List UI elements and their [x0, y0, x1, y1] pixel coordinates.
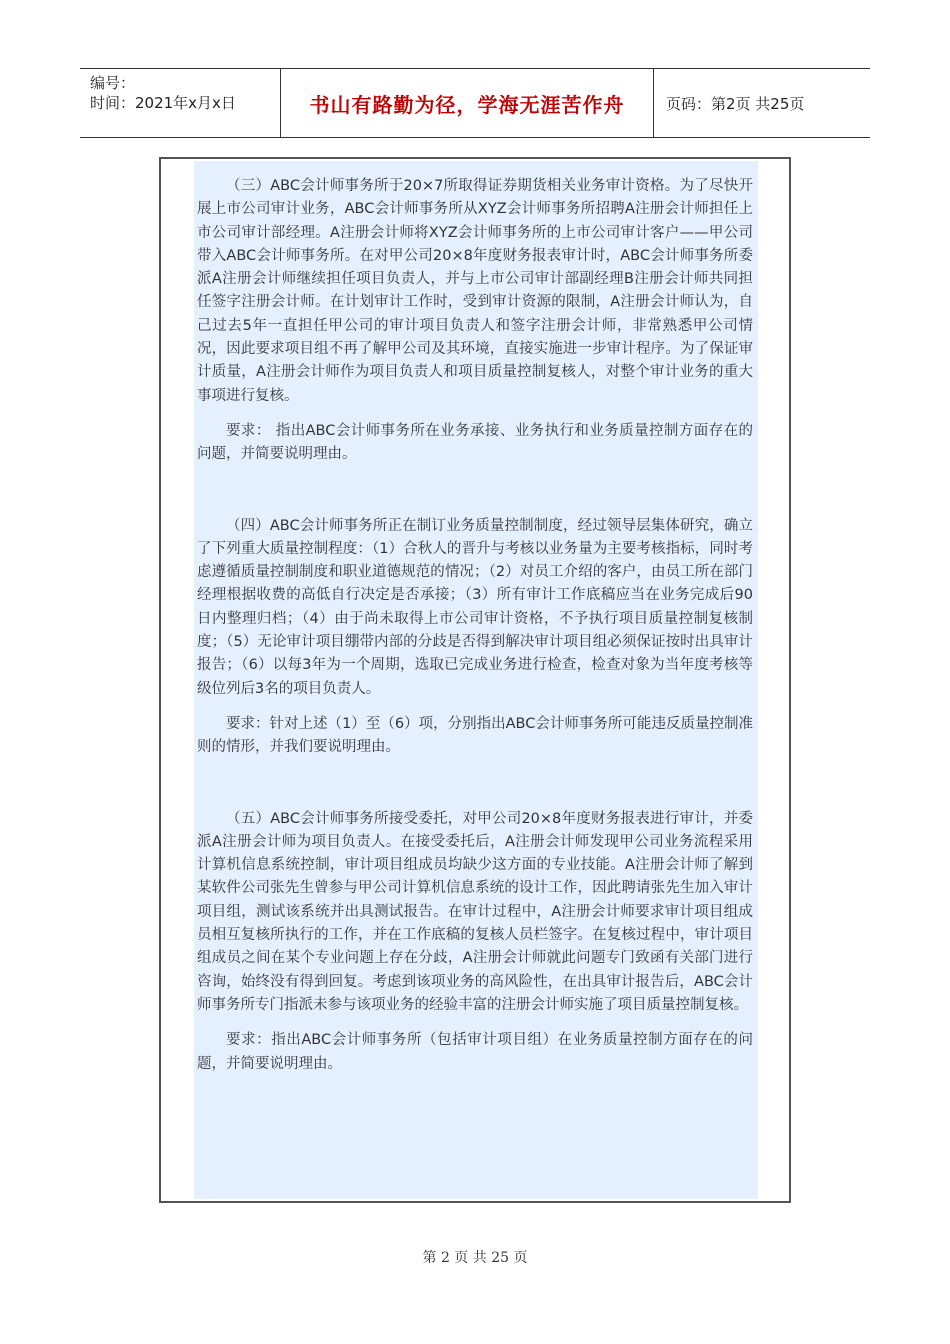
content-panel	[194, 161, 758, 1199]
question-5-requirement: 要求：指出ABC会计师事务所（包括审计项目组）在业务质量控制方面存在的问题，并简要说明理由。	[197, 1032, 753, 1072]
question-3-requirement: 要求： 指出ABC会计师事务所在业务承接、业务执行和业务质量控制方面存在的问题，并简要说明理由。	[197, 422, 753, 463]
number-label: 编号：	[90, 74, 136, 92]
document-body	[197, 175, 753, 1076]
motto: 书山有路勤为径，学海无涯苦作舟	[280, 69, 654, 137]
content-frame	[159, 157, 791, 1203]
question-4: （四）ABC会计师事务所正在制订业务质量控制制度，经过领导层集体研究，确立了下列重大质量控制程度：（1）合秋人的晋升与考核以业务量为主要考核指标，同时考虑遵循质量控制制度和职业道德规范的情况；（2）对员工介绍的客户，由员工所在部门经理根据收费的高低自行决定是否承接；（3）所有审计工作底稿应当在业务完成后90日内整理归档；（4）由于尚未取得上市公司审计资格，不予执行项目质量控制复核制度；（5）无论审计项目绷带内部的分歧是否得到解决审计项目组必须保证按时出具审计报告；（6）以每3年为一个周期，选取已完成业务进行检查，检查对象为当年度考核等级位列后3名的项目负责人。	[197, 517, 753, 697]
header-left	[80, 69, 280, 137]
question-3: （三）ABC会计师事务所于20×7所取得证券期货相关业务审计资格。为了尽快开展上市公司审计业务，ABC会计师事务所从XYZ会计师事务所招聘A注册会计师担任上市公司审计部经理。A注册会计师将XYZ会计师事务所的上市公司审计客户——甲公司带入ABC会计师事务所。在对甲公司20×8年度财务报表审计时，ABC会计师事务所委派A注册会计师继续担任项目负责人，并与上市公司审计部副经理B注册会计师共同担任签字注册会计师。在计划审计工作时，受到审计资源的限制，A注册会计师认为，自己过去5年一直担任甲公司的审计项目负责人和签字注册会计师，非常熟悉甲公司情况，因此要求项目组不再了解甲公司及其环境，直接实施进一步审计程序。为了保证审计质量，A注册会计师作为项目负责人和项目质量控制复核人，对整个审计业务的重大事项进行复核。	[197, 178, 753, 404]
page-header	[80, 68, 870, 138]
date-line: 时间：2021年x月x日	[90, 94, 236, 112]
page-info: 页码：第2页 共25页	[666, 94, 805, 113]
question-4-requirement: 要求：针对上述（1）至（6）项，分别指出ABC会计师事务所可能违反质量控制准则的情形，并我们要说明理由。	[197, 715, 753, 756]
page-footer: 第 2 页 共 25 页	[422, 1250, 528, 1266]
question-5: （五）ABC会计师事务所接受委托，对甲公司20×8年度财务报表进行审计，并委派A注册会计师为项目负责人。在接受委托后，A注册会计师发现甲公司业务流程采用计算机信息系统控制，审计项目组成员均缺少这方面的专业技能。A注册会计师了解到某软件公司张先生曾参与甲公司计算机信息系统的设计工作，因此聘请张先生加入审计项目组，测试该系统并出具测试报告。在审计过程中，A注册会计师要求审计项目组成员相互复核所执行的工作，并在工作底稿的复核人员栏签字。在复核过程中，审计项目组成员之间在某个专业问题上存在分歧，A注册会计师就此问题专门致函有关部门进行咨询，始终没有得到回复。考虑到该项业务的高风险性，在出具审计报告后，ABC会计师事务所专门指派未参与该项业务的经验丰富的注册会计师实施了项目质量控制复核。	[197, 810, 753, 1013]
